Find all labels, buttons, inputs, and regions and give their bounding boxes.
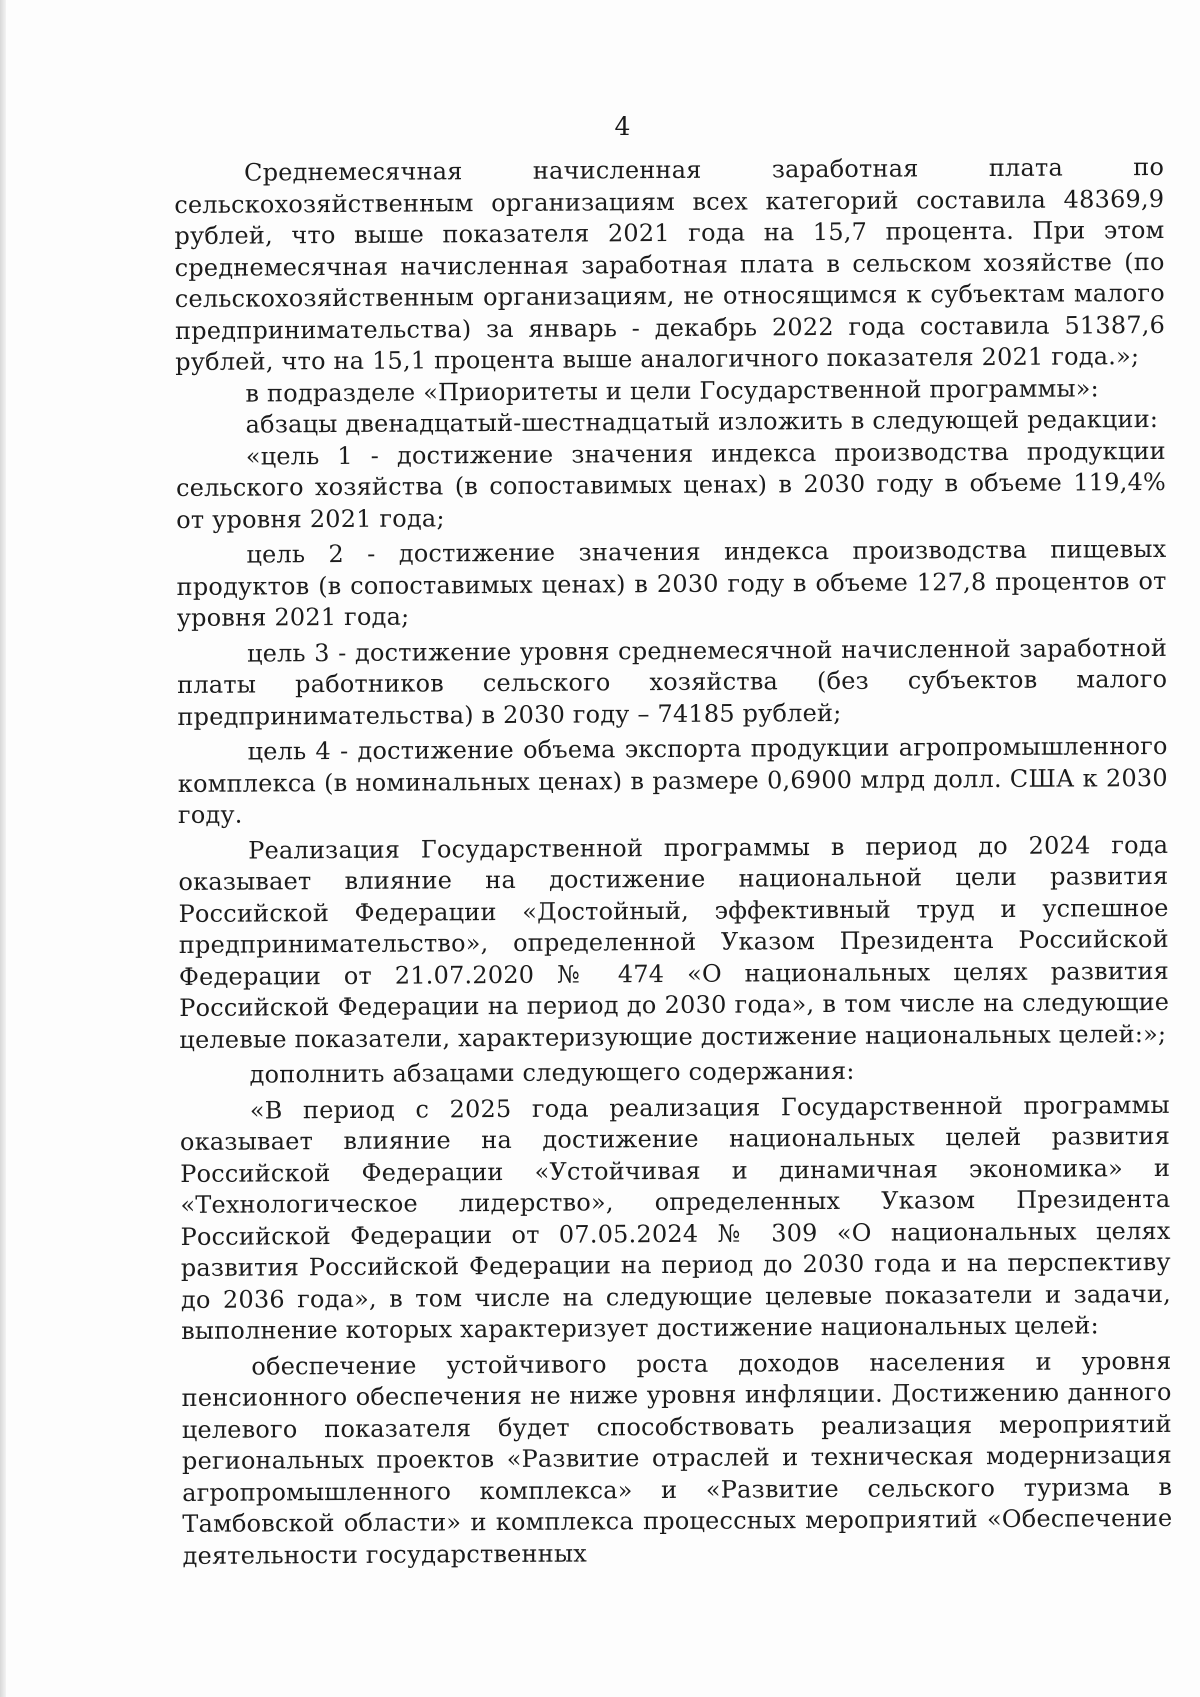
- paragraph-program-influence-2024: Реализация Государственной программы в период до 2024 года оказывает влияние на достижение национальной цели развития Российской Федерации «Достойный, эффективный труд и успешное предпринимательство», определенной Указом Президента Российской Федерации от 21.07.2020 № 474 «О национальных целях развития Российской Федерации на период до 2030 года», в том числе на следующие целевые показатели, характеризующие достижение национальных целей:»;: [178, 830, 1170, 1054]
- scan-edge: [0, 0, 6, 1697]
- paragraph-goal-1: «цель 1 - достижение значения индекса производства продукции сельского хозяйства (в сопоставимых ценах) в 2030 году в объеме 119,4% от уровня 2021 года;: [175, 436, 1167, 534]
- paragraph-subsection-priorities: в подразделе «Приоритеты и цели Государственной программы»:: [245, 373, 1100, 408]
- paragraph-program-influence-2025: «В период с 2025 года реализация Государственной программы оказывает влияние на достижение национальных целей развития Российской Федерации «Устойчивая и динамичная экономика» и «Технологическое лидерство», определенных Указом Президента Российской Федерации от 07.05.2024 № 309 «О национальных целях развития Российской Федерации на период до 2030 года и на перспективу до 2036 года», в том числе на следующие целевые показатели и задачи, выполнение которых характеризует достижение национальных целей:: [179, 1090, 1172, 1345]
- page-number: 4: [614, 112, 631, 141]
- paragraph-amend-instruction: абзацы двенадцатый-шестнадцатый изложить в следующей редакции:: [245, 404, 1159, 439]
- paragraph-supplement-instruction: дополнить абзацами следующего содержания:: [249, 1056, 855, 1089]
- paragraph-goal-4: цель 4 - достижение объема экспорта продукции агропромышленного комплекса (в номинальных ценах) в размере 0,6900 млрд долл. США к 2030 году.: [177, 731, 1168, 829]
- paragraph-salary-summary: Среднемесячная начисленная заработная плата по сельскохозяйственным организациям всех категорий составила 48369,9 рублей, что выше показателя 2021 года на 15,7 процента. При этом среднемесячная начисленная заработная плата в сельском хозяйстве (по сельскохозяйственным организациям, не относящимся к субъектам малого предпринимательства) за январь - декабрь 2022 года составила 51387,6 рублей, что на 15,1 процента выше аналогичного показателя 2021 года.»;: [174, 152, 1166, 376]
- paragraph-goal-2: цель 2 - достижение значения индекса производства пищевых продуктов (в сопоставимых ценах) в 2030 году в объеме 127,8 процентов от уровня 2021 года;: [176, 534, 1167, 632]
- paragraph-income-growth: обеспечение устойчивого роста доходов населения и уровня пенсионного обеспечения не ниже уровня инфляции. Достижению данного целевого показателя будет способствовать реализация мероприятий региональных проектов «Развитие отраслей и техническая модернизация агропромышленного комплекса» и «Развитие сельского туризма в Тамбовской области» и комплекса процессных мероприятий «Обеспечение деятельности государственных: [181, 1346, 1173, 1570]
- paragraph-goal-3: цель 3 - достижение уровня среднемесячной начисленной заработной платы работников сельского хозяйства (без субъектов малого предпринимательства) в 2030 году – 74185 рублей;: [177, 633, 1168, 731]
- document-body: [174, 152, 1173, 1572]
